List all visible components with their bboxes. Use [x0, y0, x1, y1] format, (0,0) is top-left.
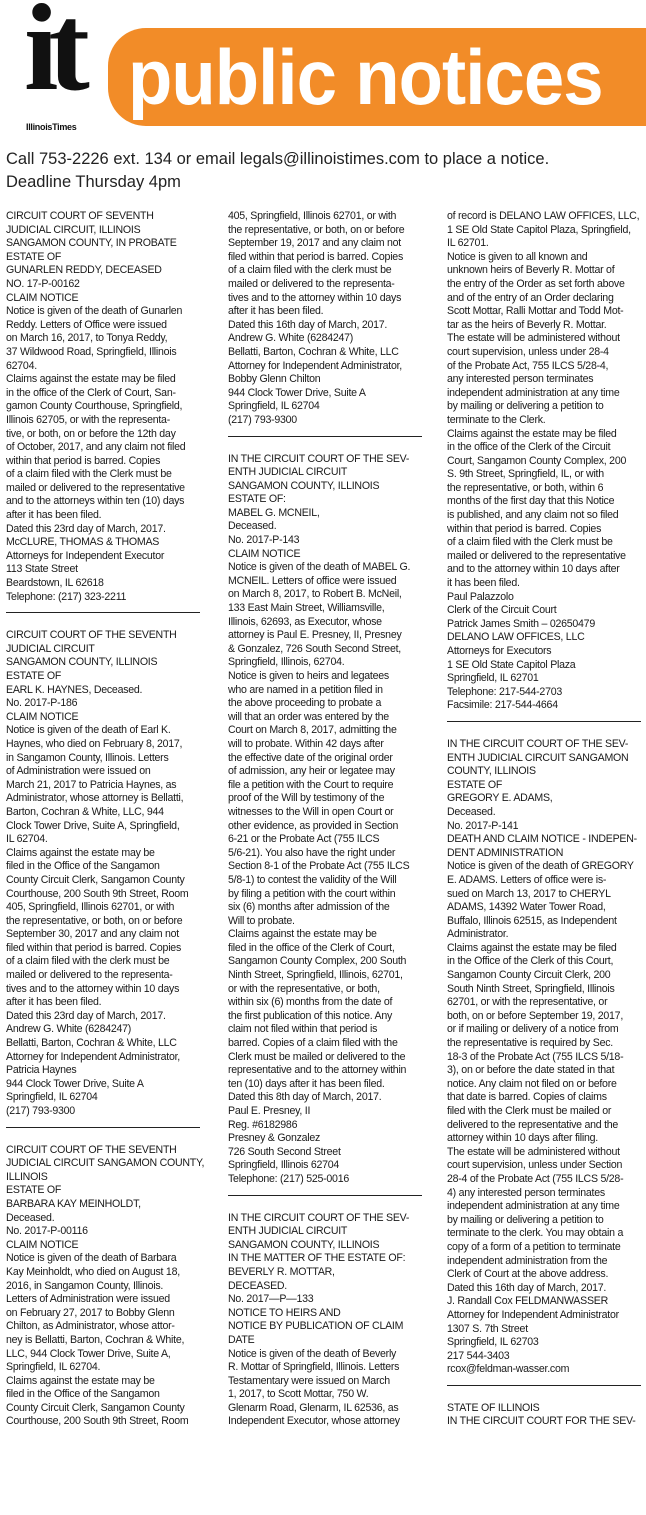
notice-line: IN THE CIRCUIT COURT OF THE SEV-: [447, 737, 629, 750]
notice-line: sued on March 13, 2017 to CHERYL: [447, 887, 611, 900]
notice-line: DENT ADMINISTRATION: [447, 846, 564, 859]
notice-line: filed with the Clerk must be mailed or: [447, 1105, 612, 1117]
notice-line: after it has been filed.: [6, 509, 102, 522]
notice-line: witnesses to the Will in open Court or: [228, 805, 394, 818]
notice-line: Independent Executor, whose attorney: [228, 1415, 400, 1428]
notice-line: of admission, any heir or legatee may: [228, 765, 395, 778]
notice-line: Facsimile: 217-544-4664: [447, 699, 558, 712]
notice-line: ILLINOIS: [6, 1170, 48, 1183]
notice-line: is published, and any claim not so filed: [447, 509, 619, 522]
notice-line: NO. 17-P-00162: [6, 277, 80, 290]
notice-line: gamon County Courthouse, Springfield,: [6, 400, 183, 413]
notice-line: of the Probate Act, 755 ILCS 5/28-4,: [447, 359, 609, 372]
notice-line: Reg. #6182986: [228, 1118, 298, 1131]
notice-line: Dated this 16th day of March, 2017.: [447, 1281, 607, 1294]
notice-line: ENTH JUDICIAL CIRCUIT: [228, 466, 348, 479]
notice-line: and to the attorney within 10 days after: [447, 563, 620, 576]
notice-line: 5/6-21). You also have the right under: [228, 846, 396, 859]
notice-line: months of the first day that this Notice: [447, 495, 615, 508]
notice-line: after it has been filed.: [228, 305, 324, 318]
notice-line: No. 2017-P-186: [6, 697, 78, 710]
notice-line: filed within that period is barred. Copies: [6, 941, 181, 954]
notice-line: unknown heirs of Beverly R. Mottar of: [447, 264, 615, 277]
notice-line: Administrator.: [447, 928, 509, 941]
notice-line: County Circuit Clerk, Sangamon County: [6, 1401, 185, 1414]
notice-line: GUNARLEN REDDY, DECEASED: [6, 264, 162, 277]
notice-line: Notice is given of the death of Gunarlen: [6, 305, 183, 318]
notice-line: Letters of Administration were issued: [6, 1293, 170, 1306]
notice-line: LLC, 944 Clock Tower Drive, Suite A,: [6, 1347, 171, 1360]
notice-line: filed in the Office of the Sangamon: [6, 860, 160, 873]
notice-line: the above proceeding to probate a: [228, 697, 382, 710]
notice-line: claim not filed within that period is: [228, 1023, 378, 1036]
notice-line: it has been filed.: [447, 577, 520, 590]
notice-line: BARBARA KAY MEINHOLDT,: [6, 1197, 141, 1210]
notice-line: 944 Clock Tower Drive, Suite A: [228, 386, 366, 399]
notice-line: IL 62701.: [447, 237, 489, 250]
notice-line: Notice is given of the death of Beverly: [228, 1347, 397, 1360]
notice-line: COUNTY, ILLINOIS: [447, 765, 536, 778]
notice-line: IN THE CIRCUIT COURT OF THE SEV-: [228, 452, 410, 465]
notice-line: SANGAMON COUNTY, ILLINOIS: [228, 479, 380, 492]
notice-line: Dated this 16th day of March, 2017.: [228, 318, 388, 331]
deadline-line: Deadline Thursday 4pm: [6, 173, 181, 191]
notice-line: filed in the office of the Clerk of Court,: [228, 941, 395, 954]
notice-line: No. 2017-P-00116: [6, 1225, 88, 1238]
notice-line: Telephone: 217-544-2703: [447, 685, 563, 698]
notice-line: Deceased.: [228, 520, 277, 533]
notice-line: or if mailing or delivery of a notice from: [447, 1023, 619, 1036]
notice-line: 1, 2017, to Scott Mottar, 750 W.: [228, 1388, 369, 1401]
notice-line: on March 8, 2017, to Robert B. McNeil,: [228, 588, 402, 601]
notice-line: Claims against the estate may be filed: [447, 427, 617, 440]
notice-line: Sangamon County Circuit Clerk, 200: [447, 969, 611, 982]
notice-line: J. Randall Cox FELDMANWASSER: [447, 1295, 608, 1308]
notice-line: Paul E. Presney, II: [228, 1105, 311, 1117]
notice-line: Dated this 23rd day of March, 2017.: [6, 522, 166, 535]
notice-line: Notice is given of the death of GREGORY: [447, 860, 634, 873]
notice-line: September 30, 2017 and any claim not: [6, 928, 179, 941]
notice-line: Courthouse, 200 South 9th Street, Room: [6, 887, 189, 900]
notices-column-3: [447, 210, 641, 1429]
notice-line: Telephone: (217) 323-2211: [6, 590, 127, 603]
notice-line: Clerk of Court at the above address.: [447, 1268, 609, 1281]
legal-notice: [6, 1143, 205, 1429]
notice-line: ADAMS, 14392 Water Tower Road,: [447, 901, 606, 914]
notice-line: barred. Copies of a claim filed with the: [228, 1037, 398, 1050]
notice-line: ESTATE OF:: [228, 493, 286, 506]
notice-line: 1 SE Old State Capitol Plaza, Springfield,: [447, 223, 631, 236]
notice-line: in the office of the Clerk of Court, San-: [6, 386, 176, 399]
notice-line: ENTH JUDICIAL CIRCUIT SANGAMON: [447, 751, 629, 764]
notice-line: ESTATE OF: [6, 1184, 62, 1197]
notice-line: DEATH AND CLAIM NOTICE - INDEPEN-: [447, 833, 637, 846]
notice-line: 4) any interested person terminates: [447, 1186, 605, 1199]
notice-line: tive, or both, on or before the 12th day: [6, 427, 176, 440]
notice-line: 2016, in Sangamon County, Illinois.: [6, 1279, 164, 1292]
notice-line: Bellatti, Barton, Cochran & White, LLC: [6, 1037, 177, 1050]
notice-line: 62701, or with the representative, or: [447, 996, 608, 1009]
notice-line: (217) 793-9300: [6, 1105, 75, 1117]
notice-line: Springfield, IL 62704: [228, 400, 320, 413]
notice-line: ENTH JUDICIAL CIRCUIT: [228, 1225, 348, 1238]
notice-line: Testamentary were issued on March: [228, 1374, 390, 1387]
notice-line: Clerk of the Circuit Court: [447, 604, 557, 617]
notice-divider: [6, 1127, 200, 1128]
notice-line: will that an order was entered by the: [228, 710, 389, 723]
notice-line: will to probate. Within 42 days after: [228, 737, 384, 750]
notice-line: Buffalo, Illinois 62515, as Independent: [447, 914, 617, 927]
notice-line: Courthouse, 200 South 9th Street, Room: [6, 1415, 189, 1428]
notice-line: independent administration from the: [447, 1254, 608, 1267]
notice-line: of record is DELANO LAW OFFICES, LLC,: [447, 210, 640, 222]
notice-line: attorney within 10 days after filing.: [447, 1132, 598, 1145]
notice-line: CIRCUIT COURT OF SEVENTH: [6, 210, 154, 222]
notice-line: Administrator, whose attorney is Bellatti,: [6, 792, 184, 805]
notice-line: Patricia Haynes: [6, 1064, 77, 1077]
notice-line: 5/8-1) to contest the validity of the Will: [228, 873, 397, 886]
notice-line: R. Mottar of Springfield, Illinois. Letters: [228, 1361, 400, 1374]
notice-line: mailed or delivered to the representa-: [228, 277, 395, 290]
notice-line: Illinois 62705, or with the representa-: [6, 413, 170, 426]
notice-line: Claims against the estate may be filed: [6, 373, 176, 386]
logo-mark: it: [24, 0, 80, 116]
notice-line: 405, Springfield, Illinois 62701, or with: [6, 901, 175, 914]
notice-line: of a claim filed with the Clerk must be: [6, 468, 172, 481]
notice-line: Andrew G. White (6284247): [228, 332, 354, 345]
notice-line: Springfield, Illinois 62704: [228, 1159, 340, 1172]
notice-line: Dated this 8th day of March, 2017.: [228, 1091, 382, 1104]
section-banner: [108, 28, 646, 126]
notice-line: tives and to the attorney within 10 days: [6, 982, 180, 995]
notice-line: SANGAMON COUNTY, ILLINOIS: [228, 1238, 380, 1251]
notice-line: Scott Mottar, Ralli Mottar and Todd Mot-: [447, 305, 624, 318]
notice-line: 1 SE Old State Capitol Plaza: [447, 658, 576, 671]
notice-line: MCNEIL. Letters of office were issued: [228, 574, 397, 587]
notice-line: JUDICIAL CIRCUIT: [6, 642, 95, 655]
notice-line: & Gonzalez, 726 South Second Street,: [228, 642, 401, 655]
notice-line: six (6) months after admission of the: [228, 901, 390, 914]
notice-line: of October, 2017, and any claim not filed: [6, 441, 186, 454]
notice-line: Illinois, 62693, as Executor, whose: [228, 615, 382, 628]
notice-line: SANGAMON COUNTY, ILLINOIS: [6, 656, 158, 669]
notice-line: filed within that period is barred. Copies: [228, 250, 403, 263]
notice-line: 6-21 or the Probate Act (755 ILCS: [228, 833, 380, 846]
notices-columns: [6, 210, 640, 1510]
notice-line: of Administration were issued on: [6, 765, 151, 778]
notice-line: 405, Springfield, Illinois 62701, or with: [228, 210, 397, 222]
notice-line: Sangamon County Complex, 200 South: [228, 955, 407, 968]
notice-line: Bobby Glenn Chilton: [228, 373, 321, 386]
notice-line: Beardstown, IL 62618: [6, 577, 104, 590]
notice-line: CLAIM NOTICE: [6, 291, 79, 304]
notice-line: Section 8-1 of the Probate Act (755 ILCS: [228, 860, 410, 873]
notice-line: Attorneys for Executors: [447, 645, 552, 657]
notice-line: copy of a form of a petition to terminate: [447, 1240, 621, 1253]
notice-divider: [447, 1385, 641, 1386]
notice-divider: [6, 612, 200, 613]
notice-line: representative and to the attorney within: [228, 1064, 407, 1077]
notice-line: other evidence, as provided in Section: [228, 819, 399, 832]
notice-line: independent administration at any time: [447, 386, 620, 399]
notice-line: any interested person terminates: [447, 373, 594, 386]
notices-column-1: [6, 210, 205, 1429]
notice-line: ESTATE OF: [6, 250, 62, 263]
legal-notice: [6, 629, 200, 1118]
notice-line: Claims against the estate may be: [228, 928, 377, 941]
notice-line: the representative, or both, on or before: [228, 223, 405, 236]
notice-line: ESTATE OF: [447, 778, 503, 791]
notice-line: file a petition with the Court to require: [228, 778, 394, 791]
notice-line: who are named in a petition filed in: [228, 683, 383, 696]
notice-line: by mailing or delivering a petition to: [447, 400, 604, 413]
notice-line: by mailing or delivering a petition to: [447, 1213, 604, 1226]
notice-line: GREGORY E. ADAMS,: [447, 792, 553, 805]
notice-line: Chilton, as Administrator, whose attor-: [6, 1320, 175, 1333]
notice-line: No. 2017—P—133: [228, 1293, 314, 1306]
notice-line: the first publication of this notice. Any: [228, 1009, 393, 1022]
notice-line: within that period is barred. Copies: [6, 454, 161, 467]
notice-line: Notice is given of the death of Earl K.: [6, 724, 171, 737]
notice-line: Claims against the estate may be: [6, 846, 155, 859]
notice-line: Telephone: (217) 525-0016: [228, 1172, 349, 1185]
notice-line: terminate to the Clerk.: [447, 413, 546, 426]
legal-notice: [228, 453, 422, 1187]
notice-line: attorney is Paul E. Presney, II, Presney: [228, 629, 402, 642]
notice-divider: [447, 721, 641, 722]
notice-line: MABEL G. MCNEIL,: [228, 506, 320, 519]
notice-line: IN THE CIRCUIT COURT OF THE SEV-: [228, 1211, 410, 1224]
notice-line: 726 South Second Street: [228, 1145, 341, 1158]
notice-divider: [228, 1195, 422, 1196]
notice-line: Springfield, IL 62701: [447, 672, 539, 685]
notice-line: 62704.: [6, 359, 37, 372]
notice-line: CLAIM NOTICE: [6, 1238, 79, 1251]
notice-line: on March 16, 2017, to Tonya Reddy,: [6, 332, 168, 345]
notice-line: Will to probate.: [228, 914, 295, 927]
legal-notice: [447, 738, 641, 1377]
notice-line: of a claim filed with the Clerk must be: [447, 536, 613, 549]
notice-line: CLAIM NOTICE: [6, 710, 79, 723]
notice-line: ney is Bellatti, Barton, Cochran & White,: [6, 1333, 185, 1346]
notice-line: and of the entry of an Order declaring: [447, 291, 614, 304]
notice-line: Springfield, IL 62704: [6, 1091, 98, 1104]
notice-line: Court on March 8, 2017, admitting the: [228, 724, 397, 737]
notice-line: terminate to the clerk. You may obtain a: [447, 1227, 624, 1240]
notice-line: ESTATE OF: [6, 670, 62, 682]
legal-notice: [228, 1212, 422, 1430]
notice-line: 113 State Street: [6, 563, 78, 576]
notice-line: within that period is barred. Copies: [447, 522, 602, 535]
notice-line: within six (6) months from the date of: [228, 996, 393, 1009]
notice-line: McCLURE, THOMAS & THOMAS: [6, 536, 160, 549]
notice-line: in the Office of the Clerk of this Court,: [447, 955, 614, 968]
notice-line: or with the representative, or both,: [228, 982, 380, 995]
notice-line: after it has been filed.: [6, 996, 102, 1009]
notice-line: by filing a petition with the court within: [228, 887, 396, 900]
notice-line: Glenarm Road, Glenarm, IL 62536, as: [228, 1401, 399, 1414]
notice-line: NOTICE BY PUBLICATION OF CLAIM: [228, 1320, 404, 1333]
notice-line: of a claim filed with the clerk must be: [6, 955, 170, 968]
notice-line: JUDICIAL CIRCUIT SANGAMON COUNTY,: [6, 1157, 205, 1170]
notice-line: Paul Palazzolo: [447, 590, 514, 603]
notice-line: and to the attorneys within ten (10) days: [6, 495, 185, 508]
notice-line: tar as the heirs of Beverly R. Mottar.: [447, 318, 607, 331]
notice-line: S. 9th Street, Springfield, IL, or with: [447, 468, 604, 481]
notices-column-2: [228, 210, 422, 1429]
notice-line: the representative, or both, on or before: [6, 914, 183, 927]
contact-info: [6, 148, 642, 194]
notice-line: both, on or before September 19, 2017,: [447, 1009, 624, 1022]
notice-line: DELANO LAW OFFICES, LLC: [447, 631, 585, 644]
notice-line: JUDICIAL CIRCUIT, ILLINOIS: [6, 223, 141, 236]
notice-line: Springfield, Illinois, 62704.: [228, 656, 345, 669]
notice-line: the entry of the Order as set forth above: [447, 277, 625, 290]
notice-line: March 21, 2017 to Patricia Haynes, as: [6, 778, 177, 791]
notice-line: in Sangamon County, Illinois. Letters: [6, 751, 169, 764]
notice-line: tives and to the attorney within 10 days: [228, 291, 402, 304]
notice-line: Claims against the estate may be filed: [447, 941, 617, 954]
notice-line: of a claim filed with the clerk must be: [228, 264, 392, 277]
notice-line: BEVERLY R. MOTTAR,: [228, 1265, 335, 1278]
notice-line: Attorney for Independent Administrator,: [6, 1050, 180, 1063]
notice-line: court supervision, unless under 28-4: [447, 345, 609, 358]
notice-line: 217 544-3403: [447, 1349, 510, 1362]
notice-line: Patrick James Smith – 02650479: [447, 617, 595, 630]
notice-line: proof of the Will by testimony of the: [228, 792, 385, 805]
notice-line: the representative is required by Sec.: [447, 1037, 613, 1050]
notice-line: Attorney for Independent Administrator: [447, 1308, 619, 1321]
notice-line: the effective date of the original order: [228, 751, 393, 764]
notice-line: 37 Wildwood Road, Springfield, Illinois: [6, 345, 177, 358]
notice-line: Notice is given to all known and: [447, 250, 588, 263]
notice-line: Springfield, IL 62703: [447, 1336, 539, 1349]
notice-line: on February 27, 2017 to Bobby Glenn: [6, 1306, 175, 1319]
notice-line: STATE OF ILLINOIS: [447, 1401, 540, 1414]
legal-notice: [447, 210, 641, 713]
notice-line: Springfield, IL 62704.: [6, 1361, 101, 1374]
notice-line: IN THE MATTER OF THE ESTATE OF:: [228, 1252, 406, 1265]
notice-line: ten (10) days after it has been filed.: [228, 1077, 385, 1090]
notice-line: filed in the Office of the Sangamon: [6, 1388, 160, 1401]
notice-line: EARL K. HAYNES, Deceased.: [6, 683, 143, 696]
notice-line: mailed or delivered to the representative: [6, 481, 185, 494]
notice-line: Notice is given to heirs and legatees: [228, 670, 389, 682]
notice-line: 944 Clock Tower Drive, Suite A: [6, 1077, 144, 1090]
notice-divider: [228, 436, 422, 437]
notice-line: County Circuit Clerk, Sangamon County: [6, 873, 185, 886]
notice-line: No. 2017-P-141: [447, 819, 519, 832]
notice-line: South Ninth Street, Springfield, Illinois: [447, 982, 615, 995]
notice-line: Ninth Street, Springfield, Illinois, 62701,: [228, 969, 403, 982]
notice-line: Deceased.: [6, 1211, 55, 1224]
notice-line: DATE: [228, 1333, 255, 1346]
notice-line: NOTICE TO HEIRS AND: [228, 1306, 341, 1319]
notice-line: The estate will be administered without: [447, 332, 620, 345]
notice-line: Clerk must be mailed or delivered to the: [228, 1050, 406, 1063]
logo-wordmark: IllinoisTimes: [26, 122, 77, 132]
notice-line: E. ADAMS. Letters of office were is-: [447, 873, 607, 886]
notice-line: 133 East Main Street, Williamsville,: [228, 602, 385, 615]
legal-notice: [228, 210, 422, 428]
page-header: [0, 0, 646, 140]
notice-line: Deceased.: [447, 805, 496, 818]
notice-line: in the office of the Clerk of the Circuit: [447, 441, 611, 454]
notice-line: Attorney for Independent Administrator,: [228, 359, 402, 372]
notice-line: IL 62704.: [6, 833, 48, 846]
notice-line: The estate will be administered without: [447, 1145, 620, 1158]
notice-line: Clock Tower Drive, Suite A, Springfield,: [6, 819, 180, 832]
notice-line: September 19, 2017 and any claim not: [228, 237, 401, 250]
notice-line: independent administration at any time: [447, 1200, 620, 1213]
notice-line: SANGAMON COUNTY, IN PROBATE: [6, 237, 177, 250]
notice-line: court supervision, unless under Section: [447, 1159, 623, 1172]
notice-line: 3), on or before the date stated in that: [447, 1064, 615, 1077]
contact-line: Call 753-2226 ext. 134 or email legals@illinoistimes.com to place a notice.: [6, 150, 550, 168]
notice-line: DECEASED.: [228, 1279, 287, 1292]
notice-line: 28-4 of the Probate Act (755 ILCS 5/28-: [447, 1172, 624, 1185]
legal-notice: [6, 210, 200, 604]
notice-line: Notice is given of the death of MABEL G.: [228, 561, 411, 574]
notice-line: the representative, or both, within 6: [447, 481, 604, 494]
notice-line: Haynes, who died on February 8, 2017,: [6, 737, 183, 750]
notice-line: mailed or delivered to the representa-: [6, 969, 173, 982]
notice-line: Reddy. Letters of Office were issued: [6, 318, 167, 331]
notice-line: that date is barred. Copies of claims: [447, 1091, 607, 1104]
notice-line: 18-3 of the Probate Act (755 ILCS 5/18-: [447, 1050, 624, 1063]
notice-line: CLAIM NOTICE: [228, 547, 301, 560]
notice-line: No. 2017-P-143: [228, 534, 300, 547]
notice-line: Notice is given of the death of Barbara: [6, 1252, 177, 1265]
notice-line: Court, Sangamon County Complex, 200: [447, 454, 627, 467]
legal-notice: [447, 1402, 641, 1429]
notice-line: IN THE CIRCUIT COURT FOR THE SEV-: [447, 1415, 636, 1428]
notice-line: Attorneys for Independent Executor: [6, 549, 165, 562]
notice-line: (217) 793-9300: [228, 413, 297, 426]
notice-line: Dated this 23rd day of March, 2017.: [6, 1009, 166, 1022]
notice-line: Andrew G. White (6284247): [6, 1023, 132, 1036]
notice-line: 1307 S. 7th Street: [447, 1322, 528, 1335]
notice-line: rcox@feldman-wasser.com: [447, 1363, 570, 1376]
notice-line: Bellatti, Barton, Cochran & White, LLC: [228, 345, 399, 358]
section-title: public notices: [128, 33, 603, 121]
notice-line: Presney & Gonzalez: [228, 1132, 321, 1145]
notice-line: Claims against the estate may be: [6, 1374, 155, 1387]
illinois-times-logo[interactable]: [22, 0, 98, 132]
notice-line: Kay Meinholdt, who died on August 18,: [6, 1265, 180, 1278]
notice-line: Barton, Cochran & White, LLC, 944: [6, 805, 164, 818]
notice-line: mailed or delivered to the representative: [447, 549, 626, 562]
notice-line: CIRCUIT COURT OF THE SEVENTH: [6, 629, 177, 642]
notice-line: delivered to the representative and the: [447, 1118, 619, 1131]
notice-line: notice. Any claim not filed on or before: [447, 1077, 617, 1090]
notice-line: CIRCUIT COURT OF THE SEVENTH: [6, 1143, 177, 1156]
